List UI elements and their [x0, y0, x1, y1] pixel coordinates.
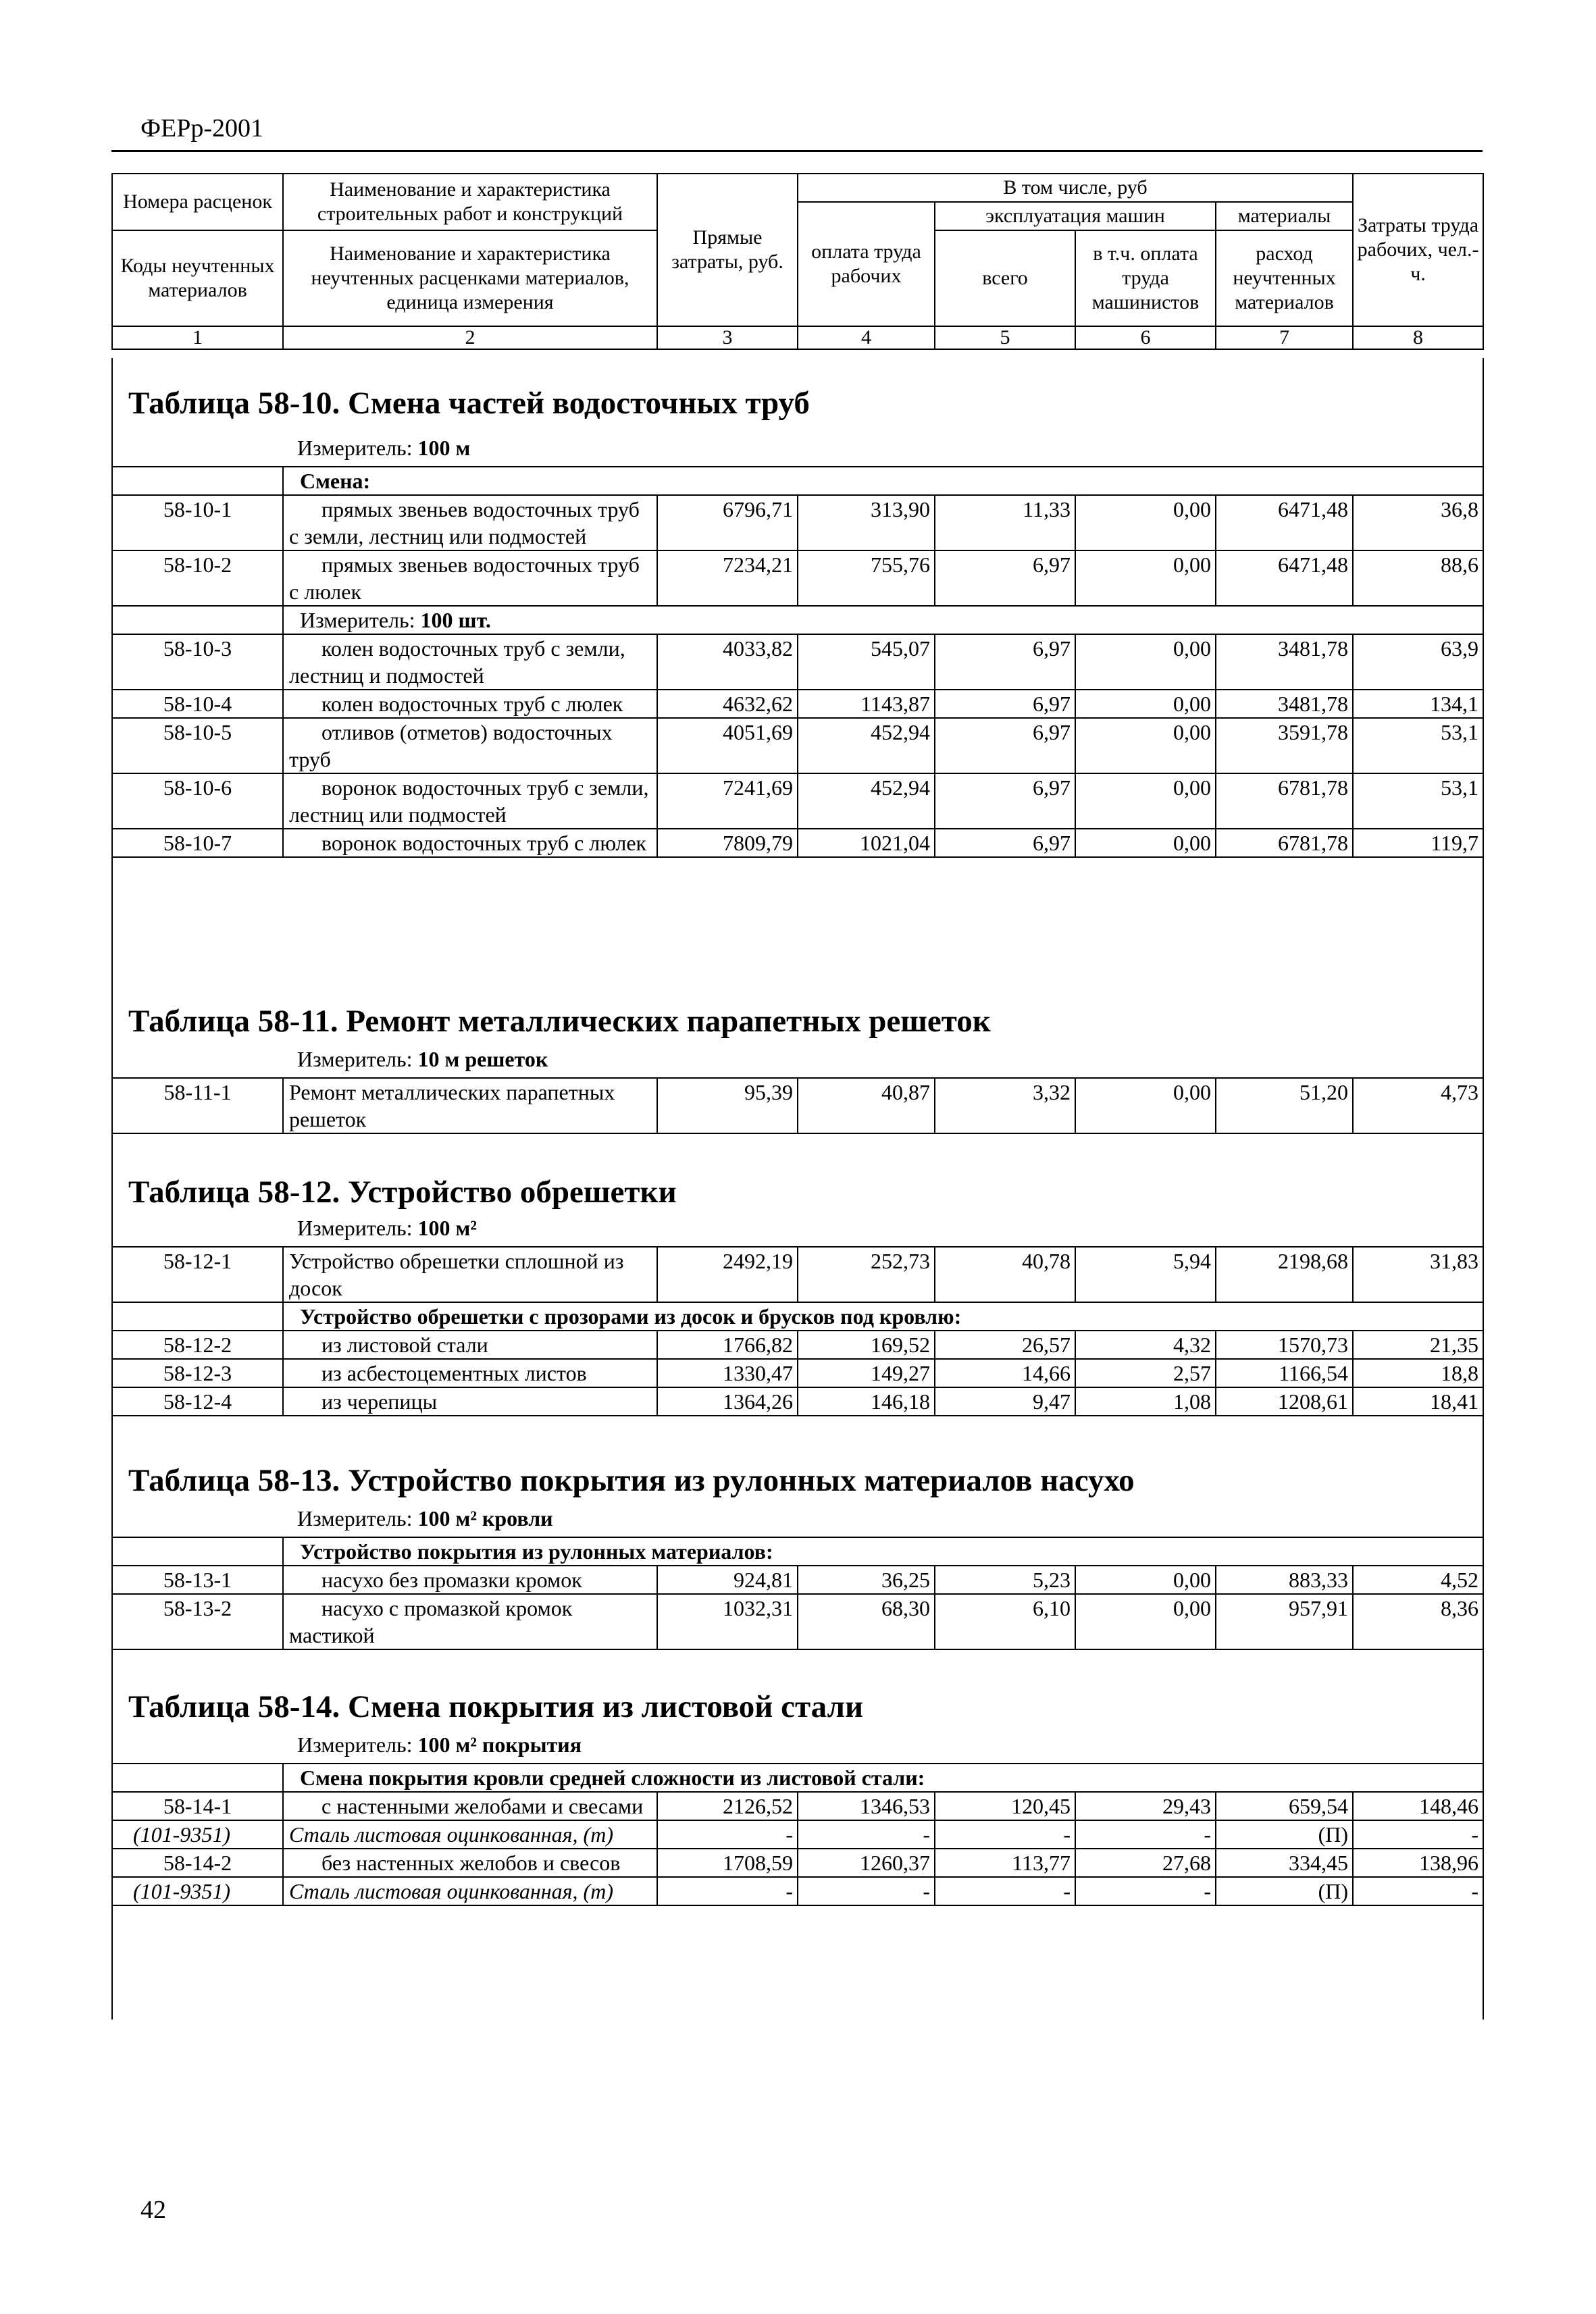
direct-cost: 1364,26 [657, 1387, 798, 1416]
rates-table [111, 1537, 1484, 1650]
labor-hours: 119,7 [1353, 829, 1483, 857]
labor-hours: 31,83 [1353, 1247, 1483, 1302]
materials-cost: (П) [1216, 1820, 1353, 1849]
labor-hours: 63,9 [1353, 634, 1483, 690]
table-row [112, 1792, 1483, 1820]
labor-wage: 452,94 [798, 773, 935, 829]
empty-cell [112, 467, 283, 495]
material-row [112, 1877, 1483, 1905]
work-name-cell [283, 1849, 657, 1877]
column-number: 1 [112, 326, 283, 349]
header-machines-label: эксплуатация машин [935, 202, 1216, 230]
header-col3: Прямые затраты, руб. [657, 174, 798, 326]
machine-total: - [935, 1820, 1075, 1849]
measure-unit [297, 436, 470, 461]
measure-unit-value: 100 шт. [420, 608, 491, 632]
direct-cost: - [657, 1820, 798, 1849]
column-header-table [111, 173, 1484, 350]
materials-cost: 51,20 [1216, 1078, 1353, 1133]
labor-wage: 68,30 [798, 1594, 935, 1649]
column-number: 3 [657, 326, 798, 349]
machine-total: 40,78 [935, 1247, 1075, 1302]
work-name: воронок водосточных труб с люлек [321, 831, 647, 855]
machine-total: 120,45 [935, 1792, 1075, 1820]
group-label: Смена: [283, 467, 1483, 495]
labor-wage: 149,27 [798, 1359, 935, 1387]
direct-cost: 2492,19 [657, 1247, 798, 1302]
labor-wage: 1346,53 [798, 1792, 935, 1820]
measure-unit-value: 100 м [417, 436, 471, 460]
operator-wage: 0,00 [1075, 495, 1216, 550]
materials-cost: 6471,48 [1216, 550, 1353, 606]
direct-cost: 2126,52 [657, 1792, 798, 1820]
measure-unit-value: 100 м² [417, 1216, 477, 1240]
labor-hours: 8,36 [1353, 1594, 1483, 1649]
measure-unit [297, 1506, 553, 1531]
operator-wage: - [1075, 1877, 1216, 1905]
rates-table [111, 1077, 1484, 1134]
empty-cell [112, 1302, 283, 1331]
machine-total: 6,10 [935, 1594, 1075, 1649]
rate-code: 58-12-2 [112, 1331, 283, 1359]
measure-unit-label: Измеритель: [297, 1732, 413, 1757]
page-number: 42 [140, 2196, 166, 2224]
material-name: Сталь листовая оцинкованная, (т) [289, 1879, 613, 1903]
work-name: Устройство обрешетки сплошной из досок [289, 1249, 624, 1300]
labor-wage: 755,76 [798, 550, 935, 606]
work-name: прямых звеньев водосточных труб с земли, лестниц или подмостей [289, 497, 640, 548]
group-label: Смена покрытия кровли средней сложности из листовой стали: [283, 1764, 1483, 1792]
rate-code: 58-12-4 [112, 1387, 283, 1416]
labor-wage: - [798, 1877, 935, 1905]
material-code: (101-9351) [112, 1820, 283, 1849]
work-name: из асбестоцементных листов [321, 1361, 587, 1385]
table-row [112, 1387, 1483, 1416]
measure-unit [297, 1216, 477, 1241]
materials-cost: 6781,78 [1216, 773, 1353, 829]
direct-cost: - [657, 1877, 798, 1905]
labor-hours: 21,35 [1353, 1331, 1483, 1359]
table-row [112, 1594, 1483, 1649]
operator-wage: 0,00 [1075, 1078, 1216, 1133]
materials-cost: 659,54 [1216, 1792, 1353, 1820]
operator-wage: 0,00 [1075, 690, 1216, 718]
rate-code: 58-14-1 [112, 1792, 283, 1820]
measure-unit-row [112, 606, 1483, 634]
materials-cost: 2198,68 [1216, 1247, 1353, 1302]
materials-cost: 1208,61 [1216, 1387, 1353, 1416]
material-name: Сталь листовая оцинкованная, (т) [289, 1822, 613, 1847]
measure-unit-label: Измеритель: [300, 608, 415, 632]
table-title: Таблица 58-14. Смена покрытия из листовой стали [128, 1689, 864, 1724]
operator-wage: 0,00 [1075, 1566, 1216, 1594]
labor-hours: 18,41 [1353, 1387, 1483, 1416]
group-label: Устройство обрешетки с прозорами из досок и брусков под кровлю: [283, 1302, 1483, 1331]
labor-wage: 36,25 [798, 1566, 935, 1594]
work-name-cell [283, 1792, 657, 1820]
table-title: Таблица 58-10. Смена частей водосточных труб [128, 386, 810, 421]
work-name: колен водосточных труб с люлек [321, 692, 623, 716]
column-number-row [112, 326, 1483, 349]
labor-hours: 53,1 [1353, 718, 1483, 773]
table-row [112, 1359, 1483, 1387]
rate-code: 58-11-1 [112, 1078, 283, 1133]
work-name: Ремонт металлических парапетных решеток [289, 1080, 615, 1131]
work-name: из листовой стали [321, 1333, 488, 1357]
direct-cost: 1032,31 [657, 1594, 798, 1649]
work-name: с настенными желобами и свесами [321, 1794, 644, 1818]
measure-unit-value: 100 м² покрытия [417, 1732, 582, 1757]
labor-hours: 4,73 [1353, 1078, 1483, 1133]
operator-wage: - [1075, 1820, 1216, 1849]
work-name-cell [283, 1359, 657, 1387]
machine-total: 6,97 [935, 773, 1075, 829]
labor-wage: 452,94 [798, 718, 935, 773]
header-rule [111, 150, 1483, 152]
measure-unit [297, 1047, 548, 1072]
header-col8: Затраты труда рабочих, чел.-ч. [1353, 174, 1483, 326]
labor-hours: 4,52 [1353, 1566, 1483, 1594]
machine-total: 11,33 [935, 495, 1075, 550]
operator-wage: 27,68 [1075, 1849, 1216, 1877]
materials-cost: 6781,78 [1216, 829, 1353, 857]
labor-hours: 134,1 [1353, 690, 1483, 718]
direct-cost: 4033,82 [657, 634, 798, 690]
work-name: отливов (отметов) водосточных труб [289, 720, 613, 771]
work-name: прямых звеньев водосточных труб с люлек [289, 552, 640, 604]
table-title: Таблица 58-13. Устройство покрытия из рулонных материалов насухо [128, 1463, 1135, 1498]
rate-code: 58-12-1 [112, 1247, 283, 1302]
table-row [112, 1247, 1483, 1302]
direct-cost: 1330,47 [657, 1359, 798, 1387]
work-name-cell [283, 690, 657, 718]
rate-code: 58-12-3 [112, 1359, 283, 1387]
rate-code: 58-13-2 [112, 1594, 283, 1649]
work-name-cell [283, 550, 657, 606]
material-code: (101-9351) [112, 1877, 283, 1905]
labor-hours: 138,96 [1353, 1849, 1483, 1877]
measure-unit-cell [283, 606, 1483, 634]
direct-cost: 4632,62 [657, 690, 798, 718]
labor-wage: 1260,37 [798, 1849, 935, 1877]
labor-wage: 1021,04 [798, 829, 935, 857]
materials-cost: 3481,78 [1216, 690, 1353, 718]
rate-code: 58-10-7 [112, 829, 283, 857]
work-name: воронок водосточных труб с земли, лестниц или подмостей [289, 775, 649, 827]
group-label: Устройство покрытия из рулонных материалов: [283, 1537, 1483, 1566]
measure-unit-value: 100 м² кровли [417, 1506, 553, 1531]
materials-cost: 3591,78 [1216, 718, 1353, 773]
materials-cost: 6471,48 [1216, 495, 1353, 550]
labor-wage: 1143,87 [798, 690, 935, 718]
operator-wage: 4,32 [1075, 1331, 1216, 1359]
header-col2-bottom: Наименование и характеристика неучтенных расценками материалов, единица измерения [283, 230, 657, 326]
operator-wage: 0,00 [1075, 550, 1216, 606]
machine-total: 14,66 [935, 1359, 1075, 1387]
table-title: Таблица 58-12. Устройство обрешетки [128, 1175, 677, 1210]
measure-unit-label: Измеритель: [297, 436, 413, 460]
labor-hours: 36,8 [1353, 495, 1483, 550]
rate-code: 58-10-6 [112, 773, 283, 829]
machine-total: 6,97 [935, 550, 1075, 606]
labor-wage: 252,73 [798, 1247, 935, 1302]
operator-wage: 1,08 [1075, 1387, 1216, 1416]
operator-wage: 0,00 [1075, 634, 1216, 690]
machine-total: 9,47 [935, 1387, 1075, 1416]
labor-hours: 148,46 [1353, 1792, 1483, 1820]
work-name: насухо без промазки кромок [321, 1568, 582, 1592]
rates-table [111, 1246, 1484, 1416]
header-col1-bottom: Коды неучтенных материалов [112, 230, 283, 326]
column-number: 4 [798, 326, 935, 349]
work-name-cell [283, 1331, 657, 1359]
measure-unit-label: Измеритель: [297, 1216, 413, 1240]
direct-cost: 4051,69 [657, 718, 798, 773]
labor-wage: 313,90 [798, 495, 935, 550]
machine-total: 6,97 [935, 718, 1075, 773]
header-col5: всего [935, 230, 1075, 326]
direct-cost: 1708,59 [657, 1849, 798, 1877]
machine-total: 5,23 [935, 1566, 1075, 1594]
materials-cost: 1166,54 [1216, 1359, 1353, 1387]
column-number: 2 [283, 326, 657, 349]
column-number: 5 [935, 326, 1075, 349]
work-name-cell [283, 1566, 657, 1594]
work-name-cell [283, 1387, 657, 1416]
labor-hours: 88,6 [1353, 550, 1483, 606]
operator-wage: 0,00 [1075, 718, 1216, 773]
group-row [112, 1537, 1483, 1566]
work-name-cell [283, 773, 657, 829]
work-name-cell [283, 829, 657, 857]
measure-unit-value: 10 м решеток [417, 1047, 548, 1071]
table-row [112, 634, 1483, 690]
work-name-cell [283, 1078, 657, 1133]
labor-hours: 18,8 [1353, 1359, 1483, 1387]
operator-wage: 0,00 [1075, 1594, 1216, 1649]
header-materials-label: материалы [1216, 202, 1353, 230]
materials-cost: 3481,78 [1216, 634, 1353, 690]
work-name-cell [283, 634, 657, 690]
column-number: 6 [1075, 326, 1216, 349]
work-name: из черепицы [321, 1389, 438, 1414]
materials-cost: 883,33 [1216, 1566, 1353, 1594]
empty-cell [112, 606, 283, 634]
header-col4: оплата труда рабочих [798, 202, 935, 326]
table-row [112, 718, 1483, 773]
machine-total: 6,97 [935, 690, 1075, 718]
operator-wage: 5,94 [1075, 1247, 1216, 1302]
material-name-cell [283, 1820, 657, 1849]
rate-code: 58-14-2 [112, 1849, 283, 1877]
direct-cost: 95,39 [657, 1078, 798, 1133]
rates-table [111, 1763, 1484, 1906]
table-row [112, 773, 1483, 829]
material-name-cell [283, 1877, 657, 1905]
header-col6: в т.ч. оплата труда машинистов [1075, 230, 1216, 326]
labor-hours: - [1353, 1820, 1483, 1849]
rate-code: 58-10-3 [112, 634, 283, 690]
group-row [112, 1302, 1483, 1331]
work-name: колен водосточных труб с земли, лестниц и подмостей [289, 636, 625, 688]
header-col1-top: Номера расценок [112, 174, 283, 230]
direct-cost: 7809,79 [657, 829, 798, 857]
work-name-cell [283, 1247, 657, 1302]
direct-cost: 6796,71 [657, 495, 798, 550]
machine-total: 6,97 [935, 829, 1075, 857]
labor-wage: 169,52 [798, 1331, 935, 1359]
materials-cost: 334,45 [1216, 1849, 1353, 1877]
direct-cost: 7234,21 [657, 550, 798, 606]
machine-total: 26,57 [935, 1331, 1075, 1359]
labor-hours: 53,1 [1353, 773, 1483, 829]
table-row [112, 1849, 1483, 1877]
work-name: без настенных желобов и свесов [321, 1851, 621, 1875]
machine-total: 3,32 [935, 1078, 1075, 1133]
empty-cell [112, 1764, 283, 1792]
measure-unit-label: Измеритель: [297, 1506, 413, 1531]
table-row [112, 495, 1483, 550]
measure-unit [297, 1732, 582, 1757]
table-title: Таблица 58-11. Ремонт металлических парапетных решеток [128, 1004, 991, 1039]
operator-wage: 0,00 [1075, 773, 1216, 829]
work-name-cell [283, 1594, 657, 1649]
labor-wage: 146,18 [798, 1387, 935, 1416]
work-name: насухо с промазкой кромок мастикой [289, 1596, 573, 1647]
table-row [112, 690, 1483, 718]
group-row [112, 467, 1483, 495]
machine-total: 113,77 [935, 1849, 1075, 1877]
rate-code: 58-10-4 [112, 690, 283, 718]
direct-cost: 1766,82 [657, 1331, 798, 1359]
header-group-label: В том числе, руб [798, 174, 1353, 202]
header-col7: расход неучтенных материалов [1216, 230, 1353, 326]
labor-wage: 40,87 [798, 1078, 935, 1133]
operator-wage: 0,00 [1075, 829, 1216, 857]
material-row [112, 1820, 1483, 1849]
materials-cost: (П) [1216, 1877, 1353, 1905]
header-col2-top: Наименование и характеристика строительных работ и конструкций [283, 174, 657, 230]
machine-total: 6,97 [935, 634, 1075, 690]
rate-code: 58-10-5 [112, 718, 283, 773]
column-number: 8 [1353, 326, 1483, 349]
running-head: ФЕРр-2001 [140, 114, 264, 143]
rate-code: 58-13-1 [112, 1566, 283, 1594]
empty-cell [112, 1537, 283, 1566]
table-row [112, 1078, 1483, 1133]
labor-wage: 545,07 [798, 634, 935, 690]
materials-cost: 1570,73 [1216, 1331, 1353, 1359]
machine-total: - [935, 1877, 1075, 1905]
work-name-cell [283, 495, 657, 550]
table-row [112, 1331, 1483, 1359]
rate-code: 58-10-2 [112, 550, 283, 606]
table-row [112, 550, 1483, 606]
work-name-cell [283, 718, 657, 773]
direct-cost: 924,81 [657, 1566, 798, 1594]
rates-table [111, 466, 1484, 858]
operator-wage: 29,43 [1075, 1792, 1216, 1820]
table-row [112, 1566, 1483, 1594]
operator-wage: 2,57 [1075, 1359, 1216, 1387]
group-row [112, 1764, 1483, 1792]
materials-cost: 957,91 [1216, 1594, 1353, 1649]
direct-cost: 7241,69 [657, 773, 798, 829]
rate-code: 58-10-1 [112, 495, 283, 550]
measure-unit-label: Измеритель: [297, 1047, 413, 1071]
labor-hours: - [1353, 1877, 1483, 1905]
column-number: 7 [1216, 326, 1353, 349]
table-row [112, 829, 1483, 857]
labor-wage: - [798, 1820, 935, 1849]
